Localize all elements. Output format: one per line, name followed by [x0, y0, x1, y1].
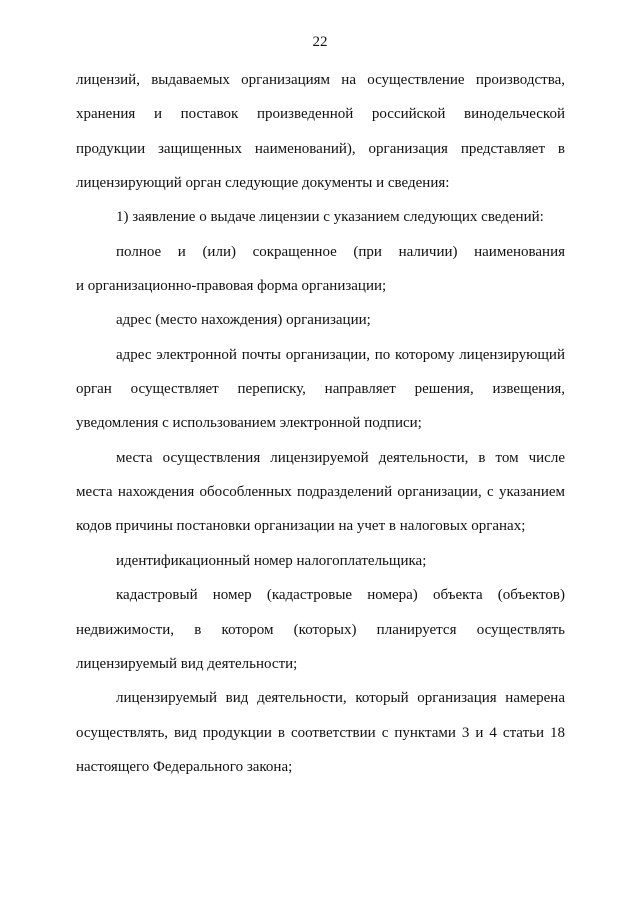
text-line: адрес (место нахождения) организации;	[116, 312, 371, 329]
document-body	[76, 63, 565, 784]
text-line: осуществлять, вид продукции в соответствии с пунктами 3 и 4 статьи 18	[76, 724, 565, 741]
text-line: недвижимости, в котором (которых) планируется осуществлять	[76, 621, 565, 638]
text-line: продукции защищенных наименований), организация представляет в	[76, 140, 565, 157]
text-line: лицензируемый вид деятельности;	[76, 655, 298, 672]
page-number: 22	[312, 34, 328, 50]
text-line: уведомления с использованием электронной подписи;	[76, 415, 422, 432]
text-line: лицензирующий орган следующие документы и сведения:	[76, 175, 450, 192]
list-item-heading: 1) заявление о выдаче лицензии с указанием следующих сведений:	[116, 209, 544, 226]
text-line: настоящего Федерального закона;	[76, 758, 293, 775]
text-line: и организационно-правовая форма организации;	[76, 278, 387, 295]
text-line: хранения и поставок произведенной российской винодельческой	[76, 106, 565, 123]
text-line: орган осуществляет переписку, направляет решения, извещения,	[76, 381, 565, 398]
text-line: места нахождения обособленных подразделений организации, с указанием	[76, 484, 565, 501]
text-line: идентификационный номер налогоплательщика;	[116, 552, 427, 569]
text-line: полное и (или) сокращенное (при наличии) наименования	[116, 243, 565, 260]
text-line: лицензируемый вид деятельности, который организация намерена	[116, 690, 565, 707]
text-line: места осуществления лицензируемой деятельности, в том числе	[116, 449, 565, 466]
text-line: адрес электронной почты организации, по которому лицензирующий	[116, 346, 565, 363]
text-line: кадастровый номер (кадастровые номера) объекта (объектов)	[116, 587, 565, 604]
text-line: кодов причины постановки организации на учет в налоговых органах;	[76, 518, 526, 535]
text-line: лицензий, выдаваемых организациям на осуществление производства,	[76, 72, 565, 88]
